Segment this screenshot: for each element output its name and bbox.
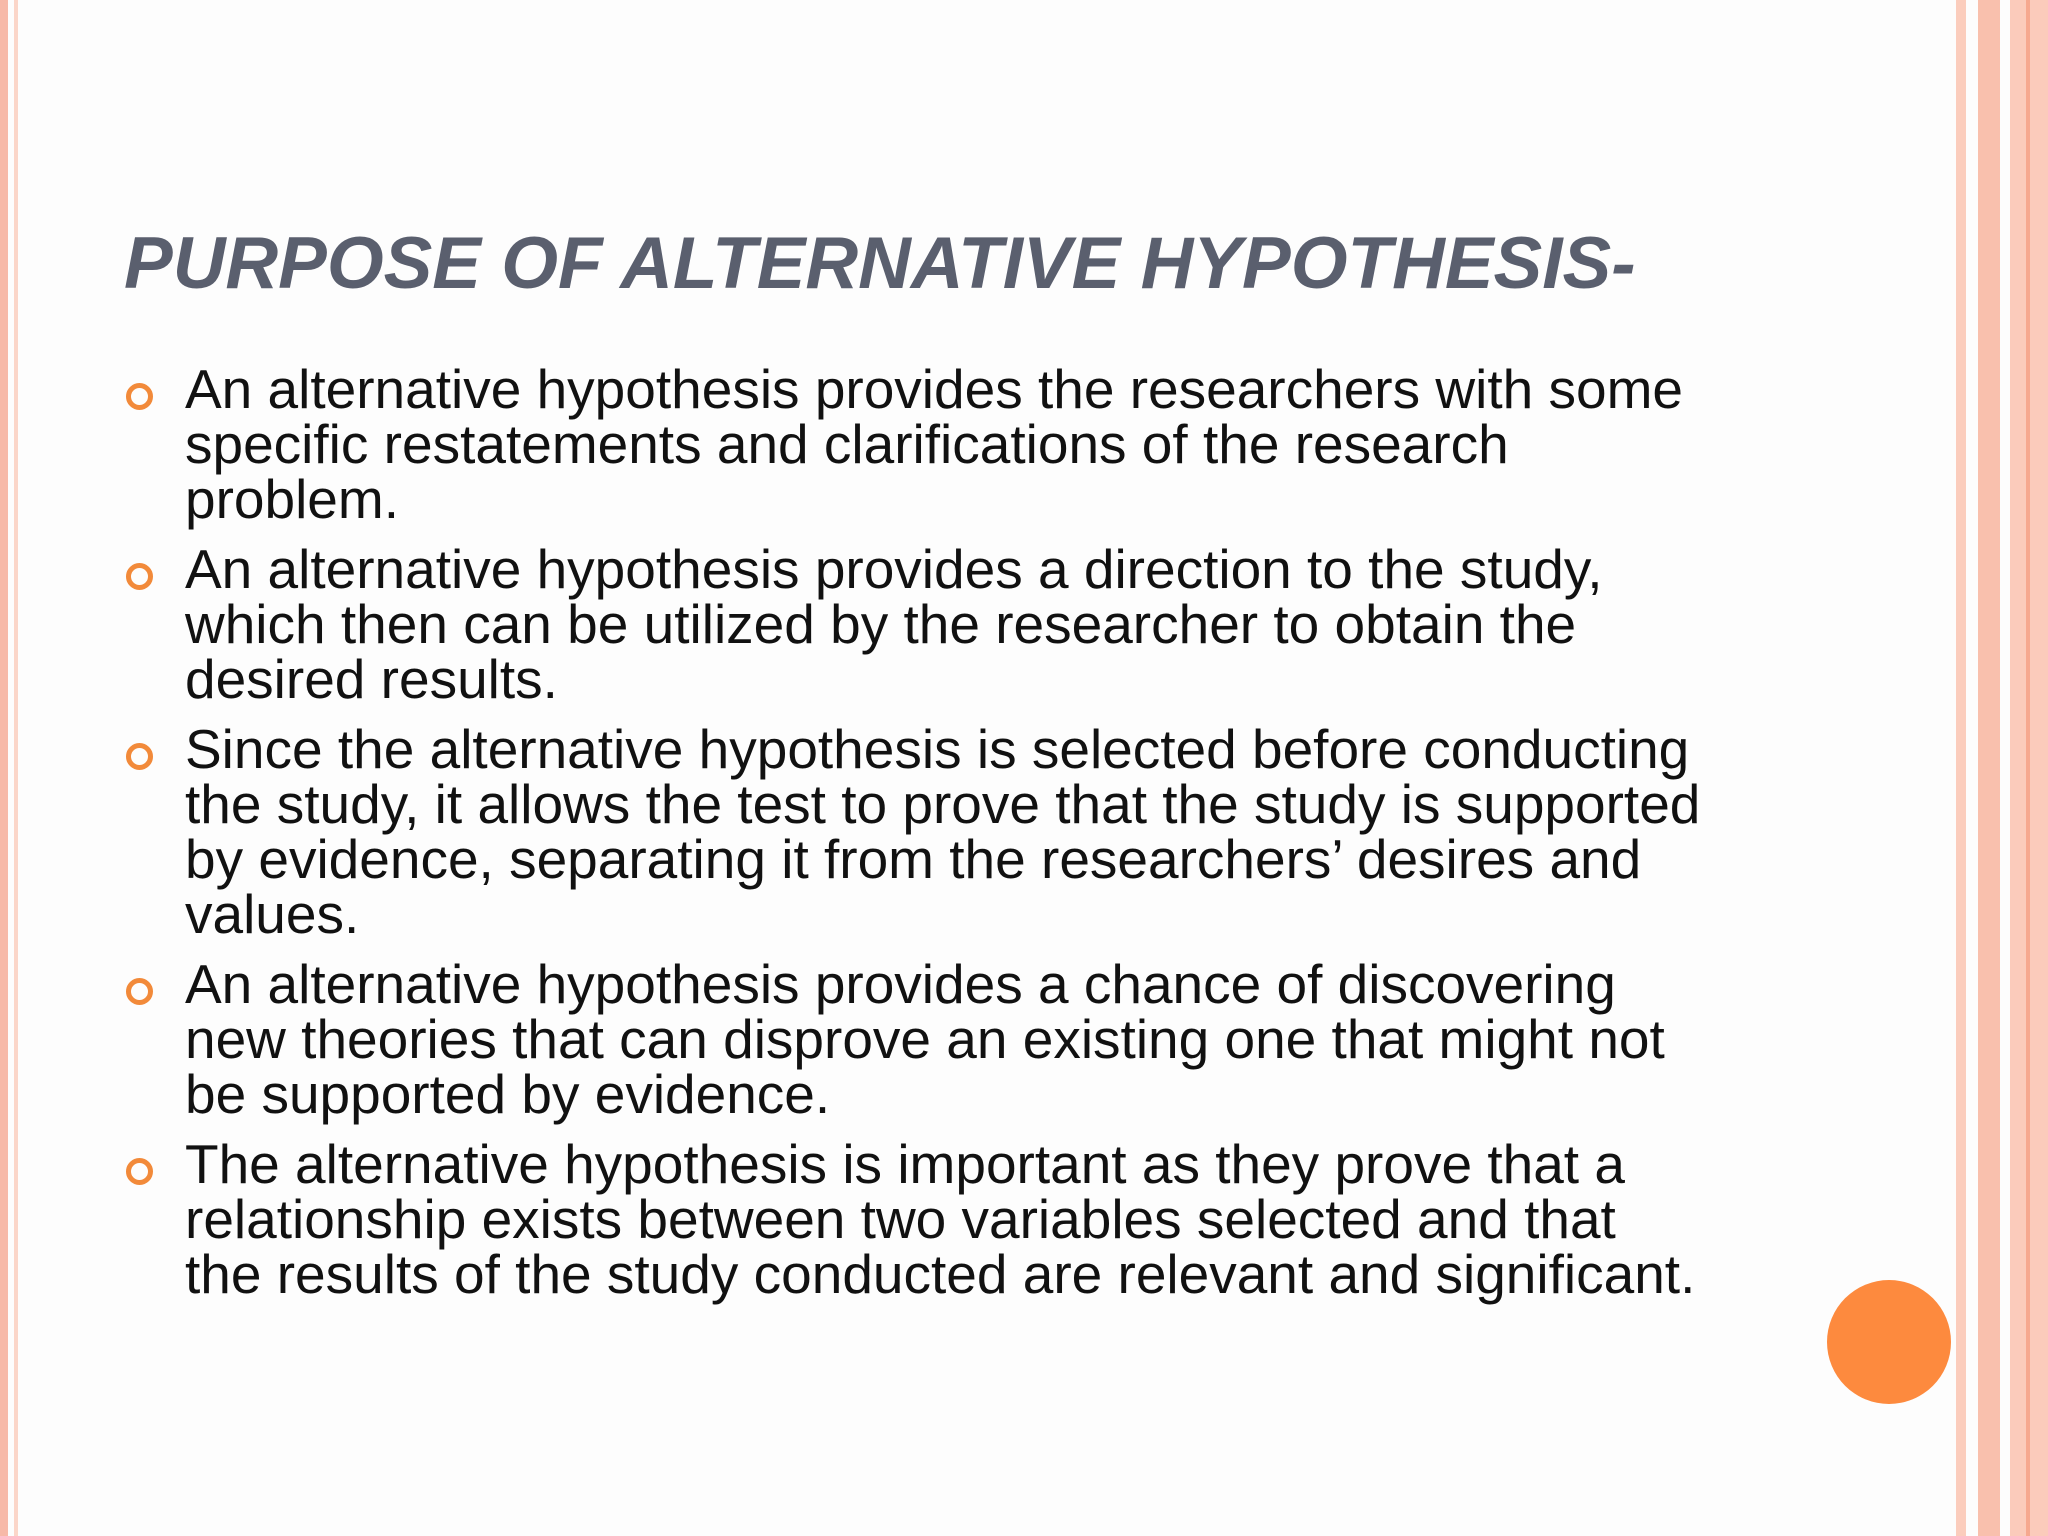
- bullet-circle-icon: [126, 743, 153, 770]
- bullet-line: Since the alternative hypothesis is selected before conducting: [185, 718, 1690, 780]
- bullet-line: values.: [185, 883, 360, 945]
- bullet-item: [124, 538, 1824, 710]
- bullet-line: by evidence, separating it from the researchers’ desires and: [185, 828, 1642, 890]
- bullet-text: [185, 358, 1825, 530]
- bullet-line: new theories that can disprove an existing one that might not: [185, 1008, 1665, 1070]
- bullet-line: which then can be utilized by the researcher to obtain the: [185, 593, 1577, 655]
- bullet-line: An alternative hypothesis provides a direction to the study,: [185, 538, 1603, 600]
- bullet-line: problem.: [185, 468, 399, 530]
- left-border-stripe-inner: [14, 0, 18, 1536]
- bullet-item: [124, 358, 1824, 530]
- slide-title: PURPOSE OF ALTERNATIVE HYPOTHESIS-: [124, 223, 1636, 304]
- bullet-line: relationship exists between two variables selected and that: [185, 1188, 1616, 1250]
- bullet-text: [185, 538, 1825, 710]
- right-border-stripe: [1956, 0, 1966, 1536]
- bullet-line: specific restatements and clarifications of the research: [185, 413, 1509, 475]
- bullet-circle-icon: [126, 563, 153, 590]
- bullet-line: desired results.: [185, 648, 558, 710]
- bullet-item: [124, 718, 1824, 945]
- bullet-line: the results of the study conducted are relevant and significant.: [185, 1243, 1696, 1305]
- right-border-stripe: [2026, 0, 2030, 1536]
- bullet-line: the study, it allows the test to prove that the study is supported: [185, 773, 1701, 835]
- bullet-line: An alternative hypothesis provides a chance of discovering: [185, 953, 1616, 1015]
- bullet-circle-icon: [126, 1158, 153, 1185]
- bullet-circle-icon: [126, 978, 153, 1005]
- bullet-line: be supported by evidence.: [185, 1063, 831, 1125]
- bullet-text: [185, 1133, 1825, 1305]
- bullet-item: [124, 1133, 1824, 1305]
- bullet-item: [124, 953, 1824, 1125]
- bullet-line: An alternative hypothesis provides the researchers with some: [185, 358, 1683, 420]
- bullet-circle-icon: [126, 383, 153, 410]
- bullet-text: [185, 953, 1825, 1125]
- decorative-orange-circle: [1827, 1280, 1951, 1404]
- bullet-line: The alternative hypothesis is important as they prove that a: [185, 1133, 1625, 1195]
- left-border-stripe: [0, 0, 8, 1536]
- bullet-text: [185, 718, 1825, 945]
- bullet-list: [124, 358, 1824, 1317]
- right-border-stripe: [1978, 0, 2000, 1536]
